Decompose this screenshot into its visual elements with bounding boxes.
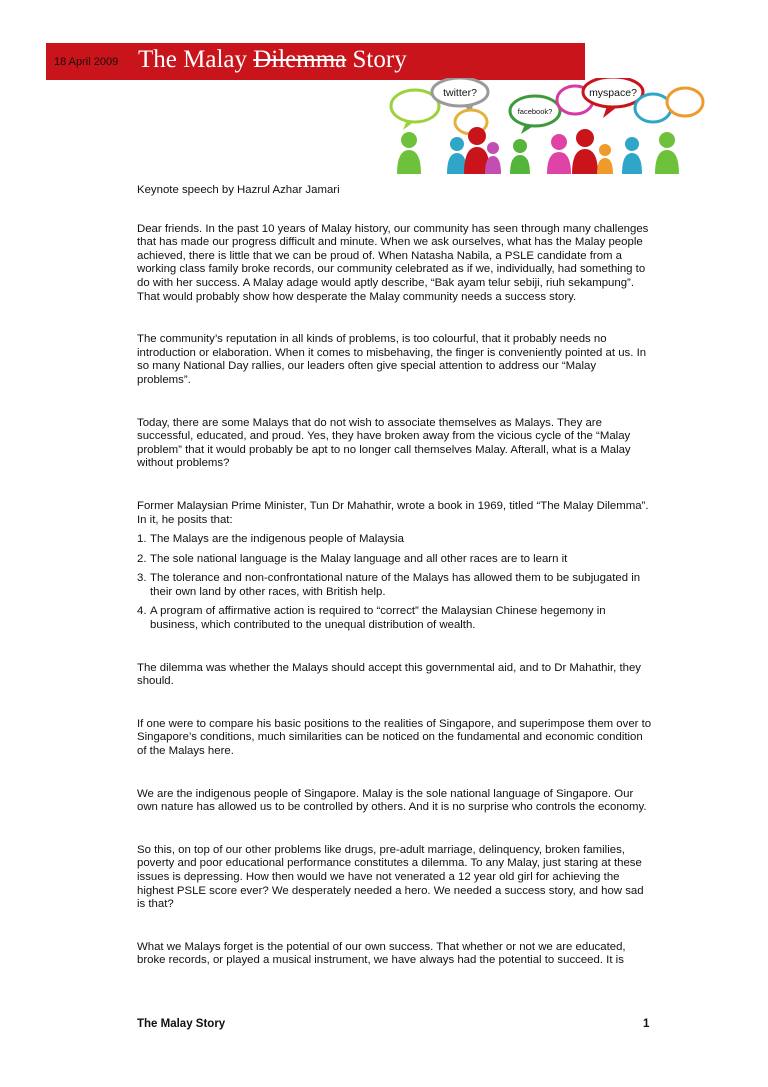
list-item — [137, 553, 652, 567]
person-icon — [572, 129, 598, 174]
header-title-strike: Dilemma — [253, 46, 347, 73]
facebook-bubble-label: facebook? — [517, 107, 553, 116]
paragraph: The community’s reputation in all kinds of problems, is too colourful, that it probably needs no introduction or elaboration. When it comes to misbehaving, the finger is conveniently pointed at us. In so many National Day rallies, our leaders often give special attention to address our “Malay problems”. — [137, 333, 647, 386]
list-item — [137, 605, 652, 632]
speech-bubble-icon — [635, 94, 671, 122]
paragraph: Dear friends. In the past 10 years of Malay history, our community has seen through many challenges that has made our progress difficult and minute. When we ask ourselves, what has the Malay people achieved, there is little that we can be proud of. When Natasha Nabila, a PSLE candidate from a working class family broke records, our community celebrated as if we, individually, had something to do with her success. A Malay adage would aptly describe, “Bak ayam telur sebiji, riuh sekampung”. That would probably show how desperate the Malay community needs a success story. — [137, 222, 649, 303]
person-icon — [447, 137, 467, 174]
facebook-bubble — [510, 96, 560, 134]
list-item-number: 1. — [137, 533, 147, 546]
header-title-part2: Story — [346, 46, 407, 73]
paragraph: Former Malaysian Prime Minister, Tun Dr Mahathir, wrote a book in 1969, titled “The Malay Dilemma”. In it, he posits that: — [137, 499, 649, 526]
paragraph: If one were to compare his basic positions to the realities of Singapore, and superimpose them over to Singapore’s conditions, much similarities can be noticed on the fundamental and economic condition of the Malays here. — [137, 717, 652, 758]
paragraph: Today, there are some Malays that do not wish to associate themselves as Malays. They are successful, educated, and proud. Yes, they have broken away from the vicious cycle of the “Malay problem” that it would probably be apt to no longer call themselves Malay. Afterall, what is a Malay without problems? — [137, 416, 631, 470]
header-date: 18 April 2009 — [54, 56, 119, 68]
paragraph: What we Malays forget is the potential of our own success. That whether or not we are educated, broke records, or played a musical instrument, we have always had the potential to succeed. It is — [137, 940, 626, 967]
person-icon — [510, 139, 530, 174]
byline: Keynote speech by Hazrul Azhar Jamari — [137, 184, 340, 196]
person-icon — [547, 134, 571, 174]
paragraph: We are the indigenous people of Singapore. Malay is the sole national language of Singapore. Our own nature has allowed us to be controlled by others. And it is no surprise who controls the economy. — [137, 787, 647, 814]
document-body — [137, 184, 652, 997]
person-icon — [597, 144, 613, 174]
list-item-text: The Malays are the indigenous people of Malaysia — [150, 533, 404, 546]
person-icon — [655, 132, 679, 174]
person-icon — [622, 137, 642, 174]
list-item-text: The tolerance and non-confrontational nature of the Malays has allowed them to be subjugated in their own land by other races, with British help. — [150, 572, 641, 598]
speech-bubble-icon — [667, 88, 703, 116]
header-title — [138, 46, 407, 74]
numbered-list — [137, 533, 652, 633]
twitter-bubble-label: twitter? — [443, 87, 477, 99]
person-icon — [397, 132, 421, 174]
header-banner — [46, 43, 585, 80]
social-media-illustration — [385, 78, 705, 174]
list-item-number: 2. — [137, 552, 147, 565]
list-item — [137, 533, 652, 547]
list-item-number: 4. — [137, 605, 147, 618]
footer-title: The Malay Story — [137, 1018, 226, 1030]
list-item-number: 3. — [137, 572, 147, 585]
list-item-text: The sole national language is the Malay language and all other races are to learn it — [150, 552, 568, 565]
paragraph: The dilemma was whether the Malays should accept this governmental aid, and to Dr Mahathir, they should. — [137, 661, 641, 688]
myspace-bubble — [583, 78, 643, 118]
list-item — [137, 572, 652, 599]
header-title-part1: The Malay — [138, 46, 254, 73]
paragraph: So this, on top of our other problems like drugs, pre-adult marriage, delinquency, broken families, poverty and poor educational performance constitutes a dilemma. To any Malay, just staring at these issues is depressing. How then would we have not venerated a 12 year old girl for achieving the highest PSLE score ever? We desperately needed a hero. We needed a success story, and how sad is that? — [137, 843, 644, 911]
myspace-bubble-label: myspace? — [589, 87, 637, 99]
page-number: 1 — [643, 1018, 650, 1030]
list-item-text: A program of affirmative action is required to “correct” the Malaysian Chinese hegemony in business, which contributed to the unequal distribution of wealth. — [150, 605, 606, 632]
